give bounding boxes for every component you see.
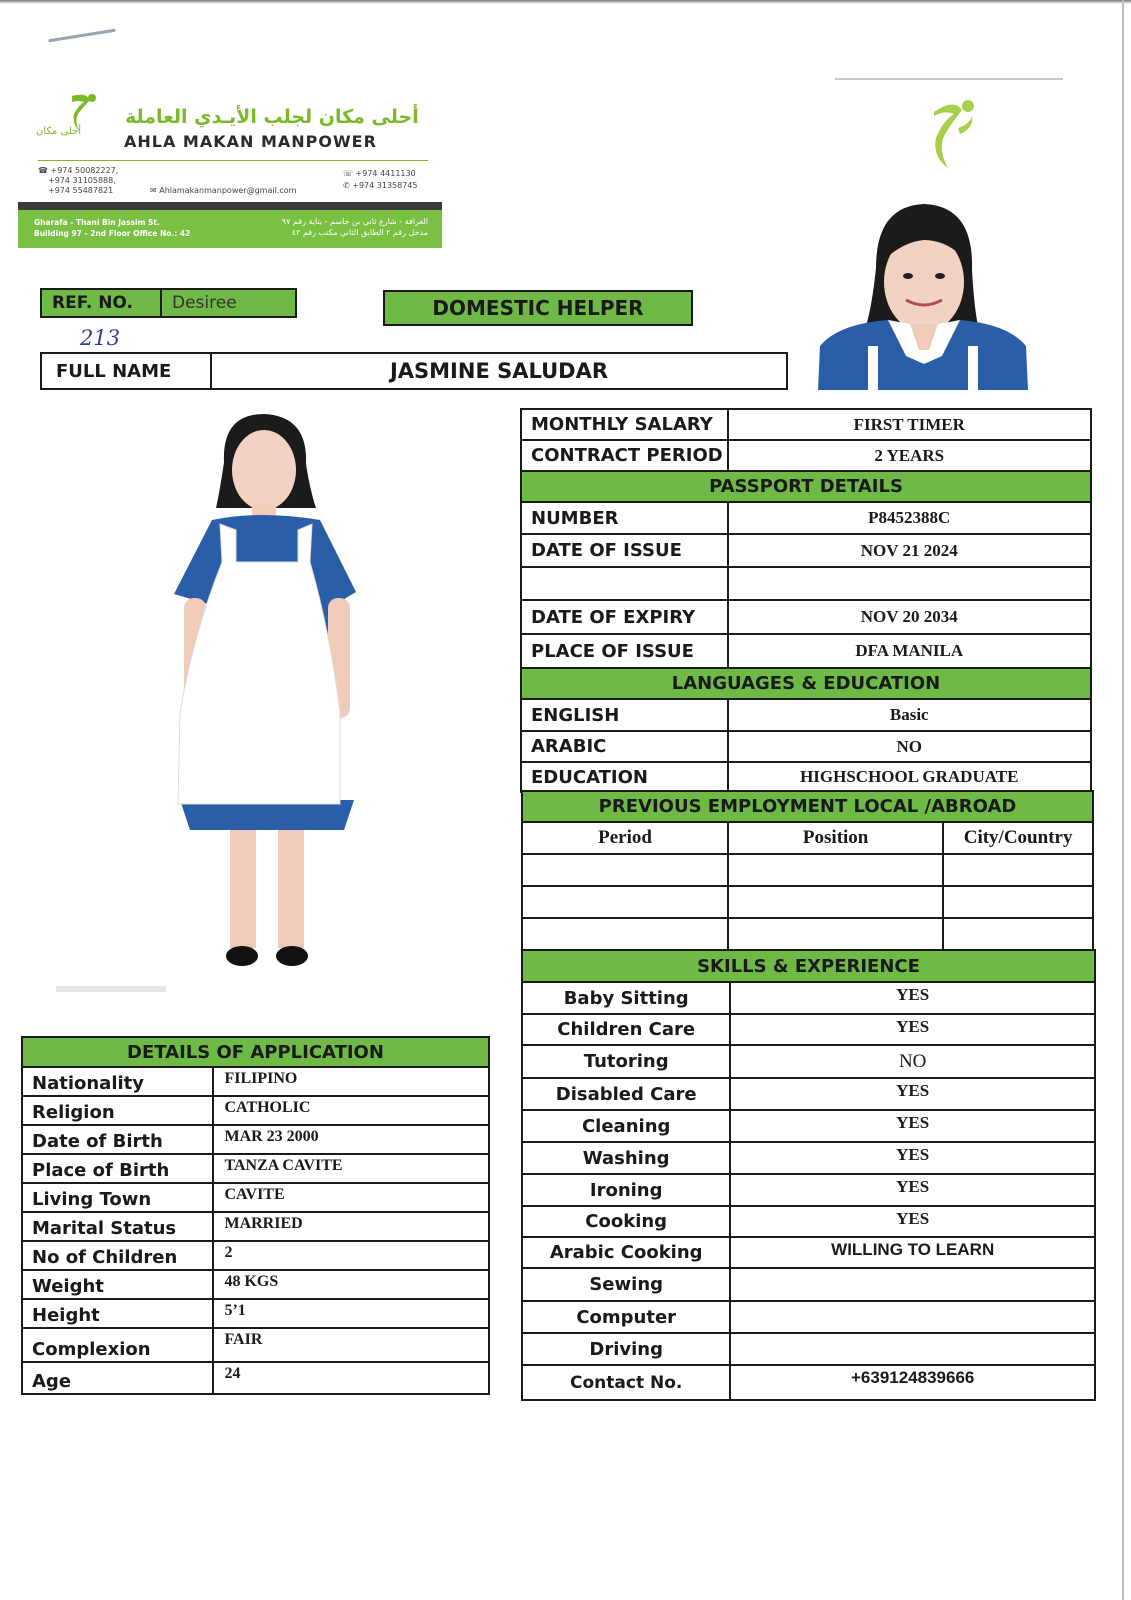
skill-value: YES xyxy=(730,982,1095,1014)
phone-icon: ☏ xyxy=(343,169,356,178)
skill-value: YES xyxy=(730,1142,1095,1174)
scan-edge-top xyxy=(0,0,1131,4)
arabic-label: ARABIC xyxy=(521,731,728,762)
details-of-application-table xyxy=(21,1036,490,1395)
contract-period-label: CONTRACT PERIOD xyxy=(521,440,728,471)
skill-row xyxy=(522,1237,1095,1268)
table-row xyxy=(521,409,1091,440)
skill-value xyxy=(730,1333,1095,1365)
skill-row xyxy=(522,1045,1095,1078)
detail-label: Complexion xyxy=(22,1328,213,1362)
detail-label: Age xyxy=(22,1362,213,1394)
previous-employment-table xyxy=(521,790,1094,951)
detail-value: TANZA CAVITE xyxy=(213,1154,489,1183)
detail-value: FAIR xyxy=(213,1328,489,1362)
date-of-issue-label: DATE OF ISSUE xyxy=(521,534,728,567)
table-row xyxy=(522,886,1093,918)
skill-label: Cleaning xyxy=(522,1110,730,1142)
table-row xyxy=(521,634,1091,668)
email-line xyxy=(150,186,296,195)
detail-value: 5’1 xyxy=(213,1299,489,1328)
address-arabic xyxy=(220,216,428,238)
education-value: HIGHSCHOOL GRADUATE xyxy=(728,762,1092,792)
detail-value: MARRIED xyxy=(213,1212,489,1241)
details-of-application-header: DETAILS OF APPLICATION xyxy=(22,1037,489,1067)
brand-name-arabic: أحلى مكان لجلب الأيـدي العاملة xyxy=(125,106,419,128)
phone-2: +974 31105888, xyxy=(48,176,116,185)
phone-4: +974 4411130 xyxy=(355,169,416,178)
period-column-header: Period xyxy=(522,822,728,854)
skill-value: NO xyxy=(730,1045,1095,1078)
skill-value: YES xyxy=(730,1078,1095,1110)
address-en-line-1: Gharafa - Thani Bin Jassim St. xyxy=(34,218,160,227)
skill-label: Arabic Cooking xyxy=(522,1237,730,1268)
skill-value: YES xyxy=(730,1174,1095,1206)
detail-row xyxy=(22,1241,489,1270)
address-bar-top-stripe xyxy=(18,202,442,210)
address-english xyxy=(34,217,190,239)
detail-label: Date of Birth xyxy=(22,1125,213,1154)
skill-row xyxy=(522,1333,1095,1365)
previous-employment-header: PREVIOUS EMPLOYMENT LOCAL /ABROAD xyxy=(522,791,1093,822)
skill-label: Washing xyxy=(522,1142,730,1174)
skill-row xyxy=(522,1078,1095,1110)
detail-row xyxy=(22,1154,489,1183)
skills-experience-header: SKILLS & EXPERIENCE xyxy=(522,950,1095,982)
table-row xyxy=(521,668,1091,699)
empty-cell xyxy=(728,918,943,950)
skill-row xyxy=(522,1110,1095,1142)
table-row xyxy=(22,1037,489,1067)
detail-label: Living Town xyxy=(22,1183,213,1212)
skill-row xyxy=(522,1142,1095,1174)
english-label: ENGLISH xyxy=(521,699,728,731)
ref-no-value: Desiree xyxy=(162,290,295,316)
skill-value xyxy=(730,1301,1095,1333)
skill-row xyxy=(522,1174,1095,1206)
contact-no-label: Contact No. xyxy=(522,1365,730,1400)
skill-label: Disabled Care xyxy=(522,1078,730,1110)
table-row xyxy=(521,471,1091,502)
detail-row xyxy=(22,1067,489,1096)
empty-cell xyxy=(522,918,728,950)
skill-value: WILLING TO LEARN xyxy=(730,1237,1095,1268)
skill-row xyxy=(522,1301,1095,1333)
skill-label: Children Care xyxy=(522,1014,730,1045)
detail-label: No of Children xyxy=(22,1241,213,1270)
languages-education-header: LANGUAGES & EDUCATION xyxy=(521,668,1091,699)
position-column-header: Position xyxy=(728,822,943,854)
phones-left xyxy=(38,166,118,196)
place-of-issue-label: PLACE OF ISSUE xyxy=(521,634,728,668)
detail-value: FILIPINO xyxy=(213,1067,489,1096)
fax-icon: ✆ xyxy=(343,181,353,190)
brand-name-english: AHLA MAKAN MANPOWER xyxy=(124,132,377,151)
full-name-value: JASMINE SALUDAR xyxy=(389,359,609,383)
table-row xyxy=(521,600,1091,634)
skill-row xyxy=(522,1365,1095,1400)
position-title: DOMESTIC HELPER xyxy=(383,290,693,326)
skill-label: Tutoring xyxy=(522,1045,730,1078)
table-row xyxy=(522,822,1093,854)
phone-icon: ☎ xyxy=(38,166,51,175)
monthly-salary-label: MONTHLY SALARY xyxy=(521,409,728,440)
detail-value: CATHOLIC xyxy=(213,1096,489,1125)
skill-label: Driving xyxy=(522,1333,730,1365)
passport-number-label: NUMBER xyxy=(521,502,728,534)
detail-value: 2 xyxy=(213,1241,489,1270)
skill-row xyxy=(522,1014,1095,1045)
detail-row xyxy=(22,1183,489,1212)
detail-row xyxy=(22,1270,489,1299)
skill-label: Ironing xyxy=(522,1174,730,1206)
city-country-column-header: City/Country xyxy=(943,822,1093,854)
detail-value: CAVITE xyxy=(213,1183,489,1212)
phone-5: +974 31358745 xyxy=(352,181,418,190)
skill-label: Baby Sitting xyxy=(522,982,730,1014)
empty-cell xyxy=(522,854,728,886)
date-of-issue-value: NOV 21 2024 xyxy=(728,534,1092,567)
phone-3: +974 55487821 xyxy=(48,186,114,195)
empty-cell xyxy=(943,886,1093,918)
pen-mark xyxy=(48,29,116,43)
table-row xyxy=(521,502,1091,534)
agency-logo-large-icon xyxy=(928,98,978,178)
photo-caption-smudge xyxy=(56,986,166,992)
detail-row xyxy=(22,1212,489,1241)
detail-row xyxy=(22,1096,489,1125)
table-row xyxy=(521,762,1091,792)
detail-value: 24 xyxy=(213,1362,489,1394)
ref-no-label: REF. NO. xyxy=(42,290,162,316)
detail-row xyxy=(22,1299,489,1328)
skill-row xyxy=(522,1206,1095,1237)
full-name-label: FULL NAME xyxy=(42,354,212,388)
skill-label: Sewing xyxy=(522,1268,730,1301)
empty-cell xyxy=(728,854,943,886)
skill-value xyxy=(730,1268,1095,1301)
date-of-expiry-value: NOV 20 2034 xyxy=(728,600,1092,634)
phones-right xyxy=(343,168,417,192)
table-row xyxy=(522,950,1095,982)
email-icon: ✉ xyxy=(150,186,160,195)
skill-value: YES xyxy=(730,1206,1095,1237)
address-ar-line-1: الغرافة - شارع ثاني بن جاسم - بناية رقم ٩٧ xyxy=(281,217,428,226)
contract-period-value: 2 YEARS xyxy=(728,440,1092,471)
detail-label: Religion xyxy=(22,1096,213,1125)
detail-label: Height xyxy=(22,1299,213,1328)
detail-value: MAR 23 2000 xyxy=(213,1125,489,1154)
empty-cell xyxy=(521,567,728,600)
applicant-headshot-photo xyxy=(818,196,1028,390)
empty-cell xyxy=(728,567,1092,600)
empty-cell xyxy=(943,918,1093,950)
table-row xyxy=(521,440,1091,471)
header-rule xyxy=(38,160,428,161)
english-value: Basic xyxy=(728,699,1092,731)
email: Ahlamakanmanpower@gmail.com xyxy=(159,186,297,195)
detail-label: Nationality xyxy=(22,1067,213,1096)
scan-edge-right xyxy=(1122,0,1124,1600)
table-row xyxy=(522,791,1093,822)
address-en-line-2: Building 97 - 2nd Floor Office No.: 42 xyxy=(34,229,191,238)
logo-small-ar: أحلى مكان xyxy=(36,126,82,137)
passport-number-value: P8452388C xyxy=(728,502,1092,534)
detail-label: Marital Status xyxy=(22,1212,213,1241)
skill-label: Computer xyxy=(522,1301,730,1333)
applicant-full-body-photo xyxy=(160,412,375,990)
ref-no-field xyxy=(40,288,297,318)
full-name-field xyxy=(40,352,788,390)
table-row xyxy=(522,854,1093,886)
detail-label: Place of Birth xyxy=(22,1154,213,1183)
address-ar-line-2: مدخل رقم ٢ الطابق الثاني مكتب رقم ٤٢ xyxy=(291,228,428,237)
passport-details-header: PASSPORT DETAILS xyxy=(521,471,1091,502)
detail-row xyxy=(22,1362,489,1394)
skill-value: YES xyxy=(730,1014,1095,1045)
table-row xyxy=(521,567,1091,600)
detail-value: 48 KGS xyxy=(213,1270,489,1299)
skill-row xyxy=(522,982,1095,1014)
phone-1: +974 50082227, xyxy=(50,166,119,175)
detail-label: Weight xyxy=(22,1270,213,1299)
skill-label: Cooking xyxy=(522,1206,730,1237)
place-of-issue-value: DFA MANILA xyxy=(728,634,1092,668)
scan-line xyxy=(835,78,1063,80)
date-of-expiry-label: DATE OF EXPIRY xyxy=(521,600,728,634)
skill-value: YES xyxy=(730,1110,1095,1142)
detail-row xyxy=(22,1125,489,1154)
empty-cell xyxy=(943,854,1093,886)
contact-no-value: +639124839666 xyxy=(730,1365,1095,1400)
monthly-salary-value: FIRST TIMER xyxy=(728,409,1092,440)
info-table xyxy=(520,408,1092,793)
table-row xyxy=(521,699,1091,731)
detail-row xyxy=(22,1328,489,1362)
table-row xyxy=(521,534,1091,567)
table-row xyxy=(522,918,1093,950)
education-label: EDUCATION xyxy=(521,762,728,792)
skills-table xyxy=(521,949,1096,1401)
table-row xyxy=(521,731,1091,762)
skill-row xyxy=(522,1268,1095,1301)
empty-cell xyxy=(522,886,728,918)
handwritten-ref: 213 xyxy=(80,326,121,350)
arabic-value: NO xyxy=(728,731,1092,762)
empty-cell xyxy=(728,886,943,918)
